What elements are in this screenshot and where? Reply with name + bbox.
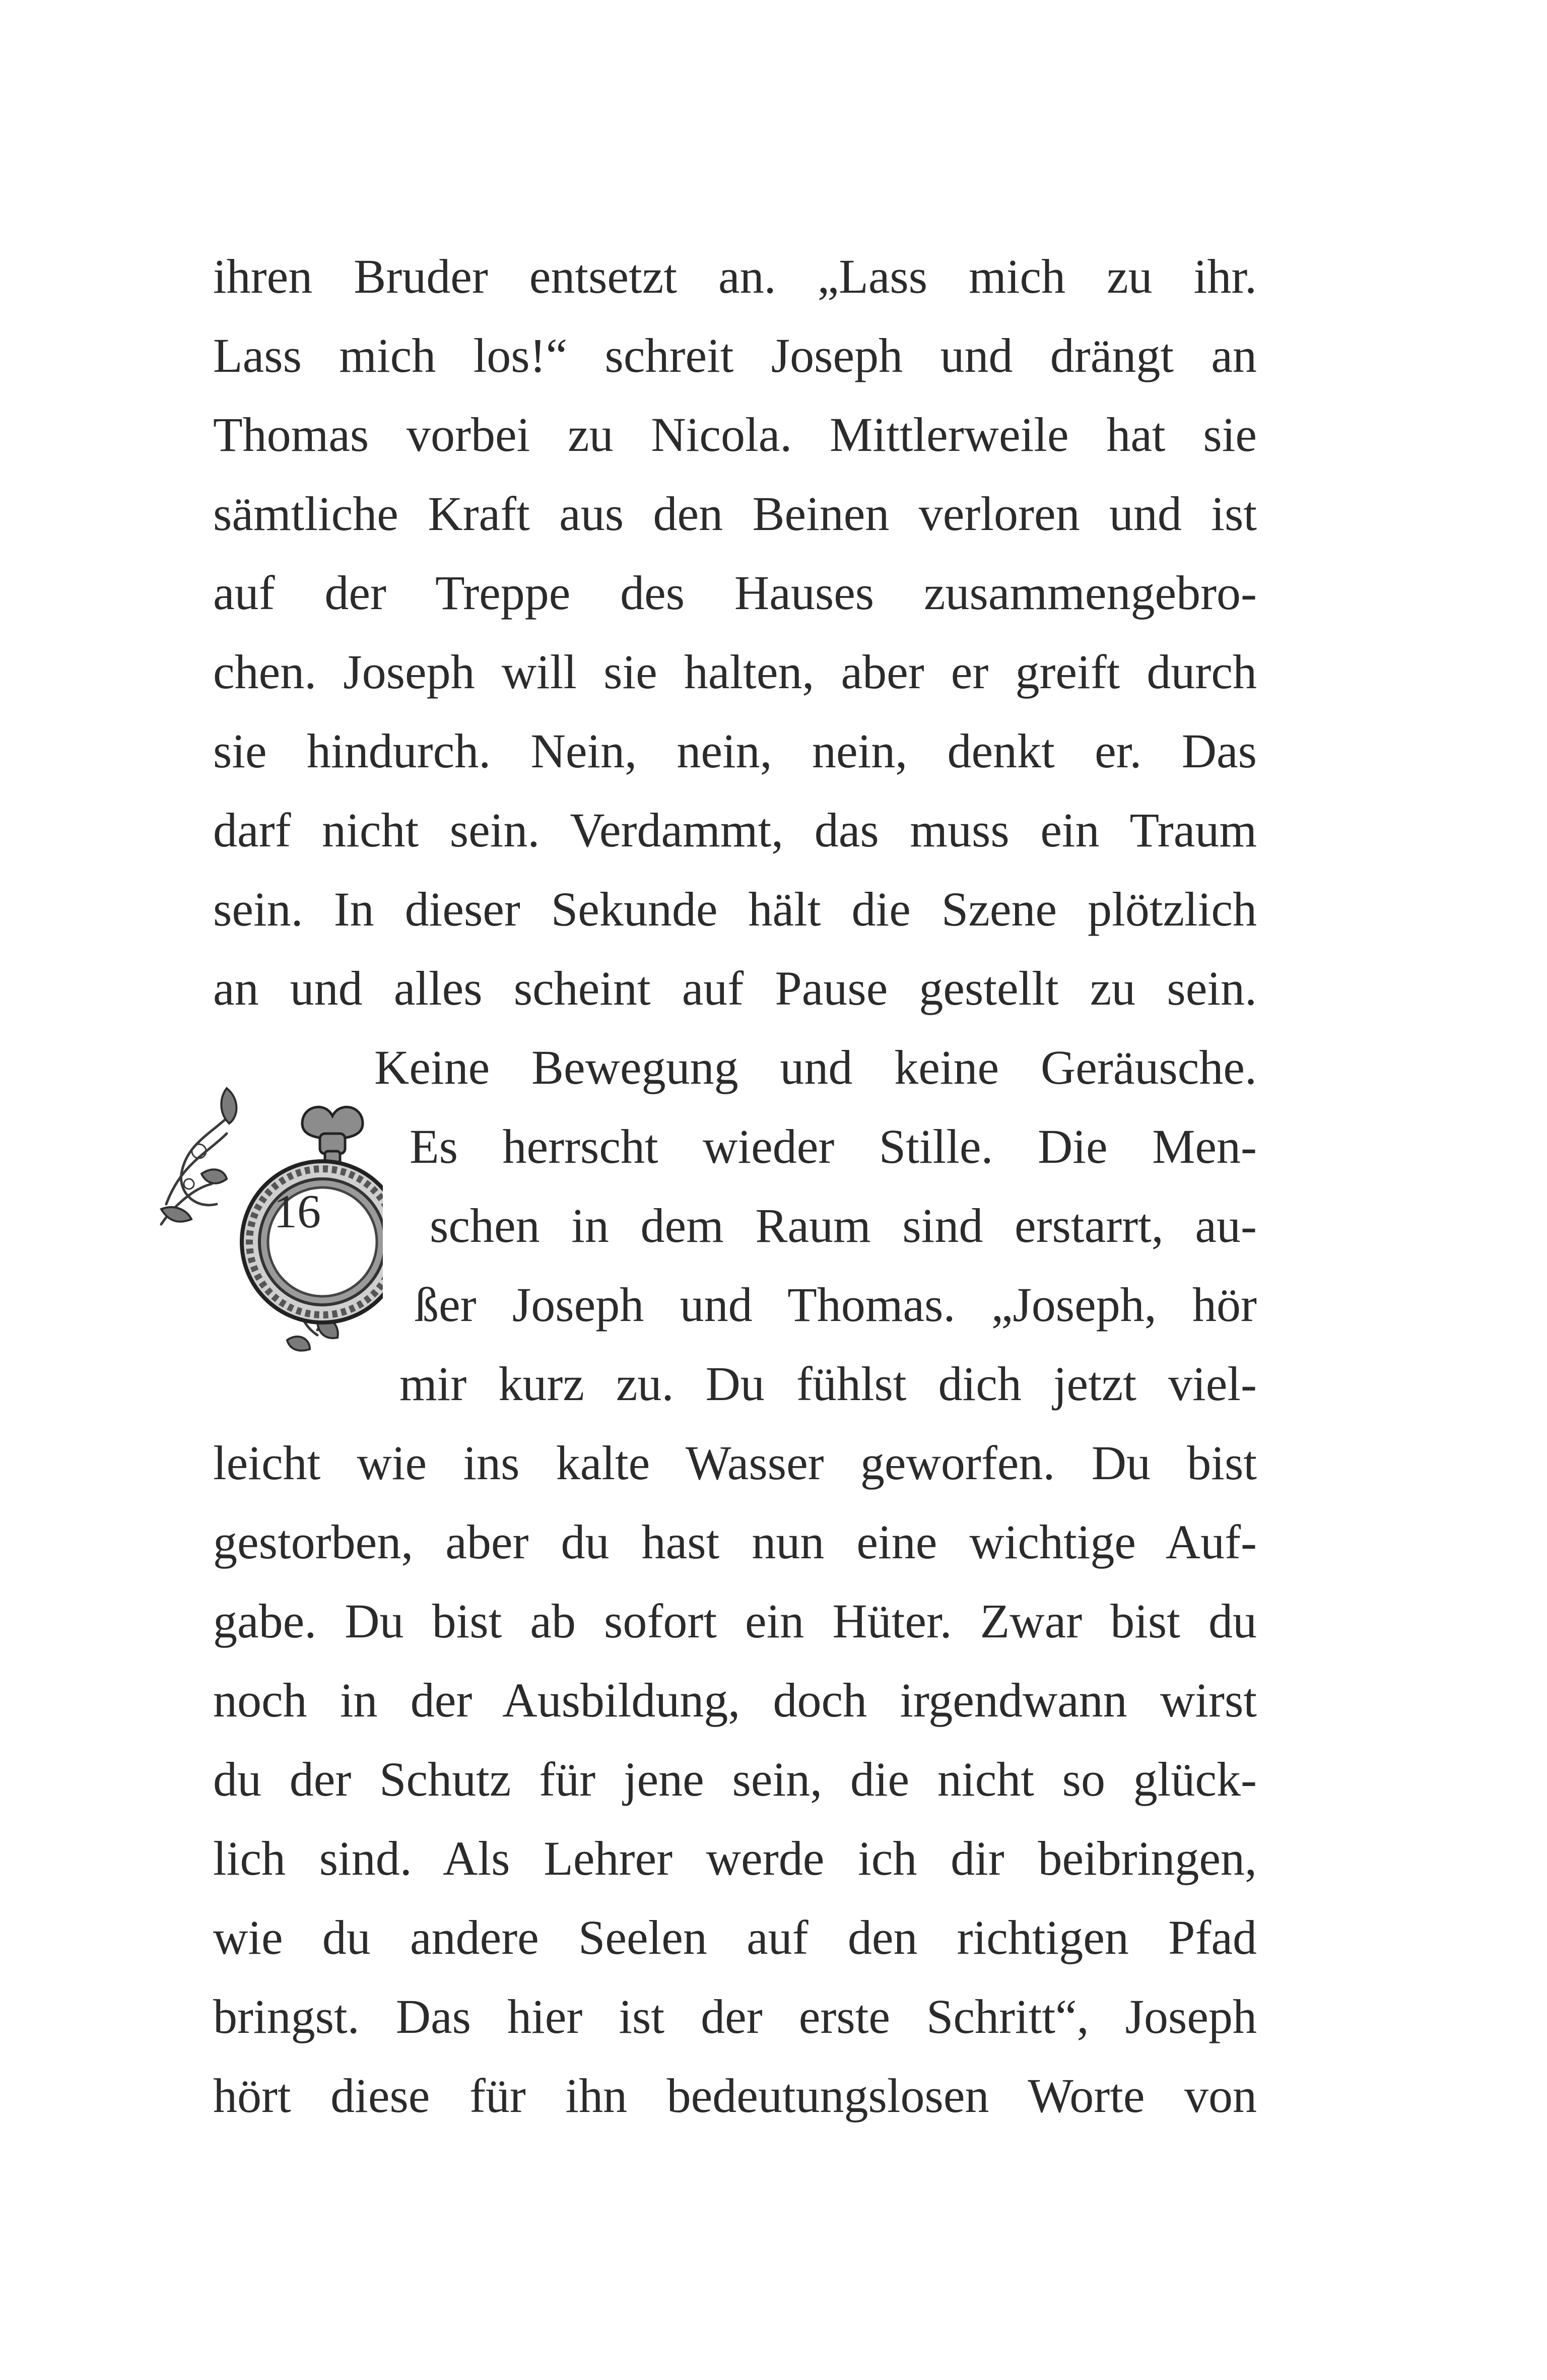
text-line: auf der Treppe des Hauses zusammengebro- — [213, 566, 1257, 620]
text-line: darf nicht sein. Verdammt, das muss ein Traum — [213, 803, 1257, 857]
text-line: hört diese für ihn bedeutungslosen Worte von — [213, 2069, 1257, 2123]
text-line: bringst. Das hier ist der erste Schritt“, Joseph — [213, 1990, 1257, 2043]
text-line: Thomas vorbei zu Nicola. Mittlerweile hat sie — [213, 408, 1257, 461]
text-line: gabe. Du bist ab sofort ein Hüter. Zwar bist du — [213, 1594, 1257, 1648]
text-line: sämtliche Kraft aus den Beinen verloren und ist — [213, 487, 1257, 541]
text-line: du der Schutz für jene sein, die nicht so glück- — [213, 1752, 1257, 1806]
text-line: leicht wie ins kalte Wasser geworfen. Du bist — [213, 1436, 1257, 1490]
text-line: Es herrscht wieder Stille. Die Men- — [410, 1119, 1257, 1173]
text-line: ihren Bruder entsetzt an. „Lass mich zu ihr. — [213, 249, 1257, 303]
text-line: schen in dem Raum sind erstarrt, au- — [430, 1199, 1257, 1252]
text-line: Keine Bewegung und keine Geräusche. — [374, 1040, 1257, 1094]
text-line: ßer Joseph und Thomas. „Joseph, hör — [415, 1278, 1257, 1332]
text-line: an und alles scheint auf Pause gestellt zu sein. — [213, 961, 1257, 1015]
page-number: 16 — [274, 1185, 321, 1238]
text-line: sie hindurch. Nein, nein, nein, denkt er. Das — [213, 724, 1257, 778]
text-line: lich sind. Als Lehrer werde ich dir beibringen, — [213, 1831, 1257, 1885]
text-line: Lass mich los!“ schreit Joseph und drängt an — [213, 328, 1257, 382]
text-line: chen. Joseph will sie halten, aber er greift durch — [213, 645, 1257, 699]
text-line: sein. In dieser Sekunde hält die Szene plötzlich — [213, 882, 1257, 936]
text-line: wie du andere Seelen auf den richtigen Pfad — [213, 1910, 1257, 1964]
text-line: mir kurz zu. Du fühlst dich jetzt viel- — [399, 1357, 1257, 1411]
text-line: gestorben, aber du hast nun eine wichtige Auf- — [213, 1515, 1257, 1569]
text-line: noch in der Ausbildung, doch irgendwann wirst — [213, 1673, 1257, 1727]
